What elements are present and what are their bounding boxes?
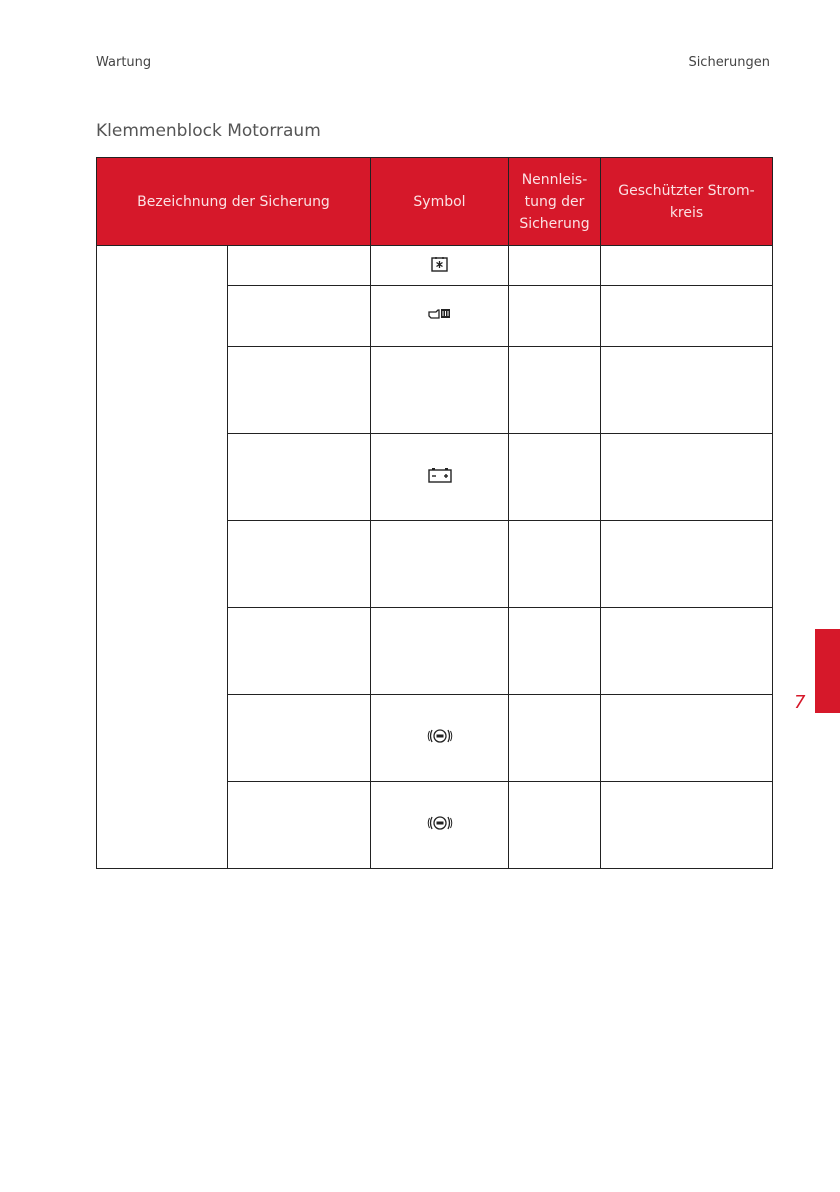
radiator-fan-icon — [429, 256, 451, 272]
fuse-name-cell — [228, 695, 371, 782]
circuit-cell — [601, 695, 773, 782]
symbol-cell — [371, 521, 509, 608]
symbol-cell — [371, 782, 509, 869]
running-head-right: Sicherungen — [688, 55, 770, 70]
running-head-left: Wartung — [96, 55, 152, 70]
circuit-cell — [601, 347, 773, 434]
abs-icon — [426, 727, 454, 745]
table-header-row — [97, 158, 773, 246]
header-fuse-name: Bezeichnung der Sicherung — [97, 158, 371, 246]
fuse-name-cell — [228, 286, 371, 347]
symbol-cell — [371, 434, 509, 521]
rating-cell — [509, 521, 601, 608]
battery-icon — [427, 467, 453, 483]
header-circuit: Geschützter Strom- kreis — [601, 158, 773, 246]
symbol-cell — [371, 286, 509, 347]
table-row — [97, 246, 773, 286]
fuse-name-cell — [228, 434, 371, 521]
chapter-tab — [815, 629, 840, 713]
rating-cell — [509, 695, 601, 782]
chapter-number: 7 — [794, 692, 806, 713]
group-cell — [97, 246, 228, 869]
fuse-name-cell — [228, 521, 371, 608]
header-rating: Nennleis- tung der Sicherung — [509, 158, 601, 246]
rating-cell — [509, 246, 601, 286]
fuse-name-cell — [228, 608, 371, 695]
rating-cell — [509, 286, 601, 347]
fuse-name-cell — [228, 347, 371, 434]
rating-cell — [509, 782, 601, 869]
fuse-table — [96, 157, 773, 869]
rating-cell — [509, 347, 601, 434]
circuit-cell — [601, 782, 773, 869]
symbol-cell — [371, 246, 509, 286]
circuit-cell — [601, 246, 773, 286]
section-title: Klemmenblock Motorraum — [96, 121, 321, 141]
symbol-cell — [371, 695, 509, 782]
fuse-name-cell — [228, 782, 371, 869]
abs-icon — [426, 814, 454, 832]
fuse-name-cell — [228, 246, 371, 286]
circuit-cell — [601, 608, 773, 695]
symbol-cell — [371, 608, 509, 695]
circuit-cell — [601, 286, 773, 347]
circuit-cell — [601, 521, 773, 608]
circuit-cell — [601, 434, 773, 521]
rating-cell — [509, 434, 601, 521]
symbol-cell — [371, 347, 509, 434]
engine-check-icon — [427, 306, 453, 322]
rating-cell — [509, 608, 601, 695]
header-symbol: Symbol — [371, 158, 509, 246]
